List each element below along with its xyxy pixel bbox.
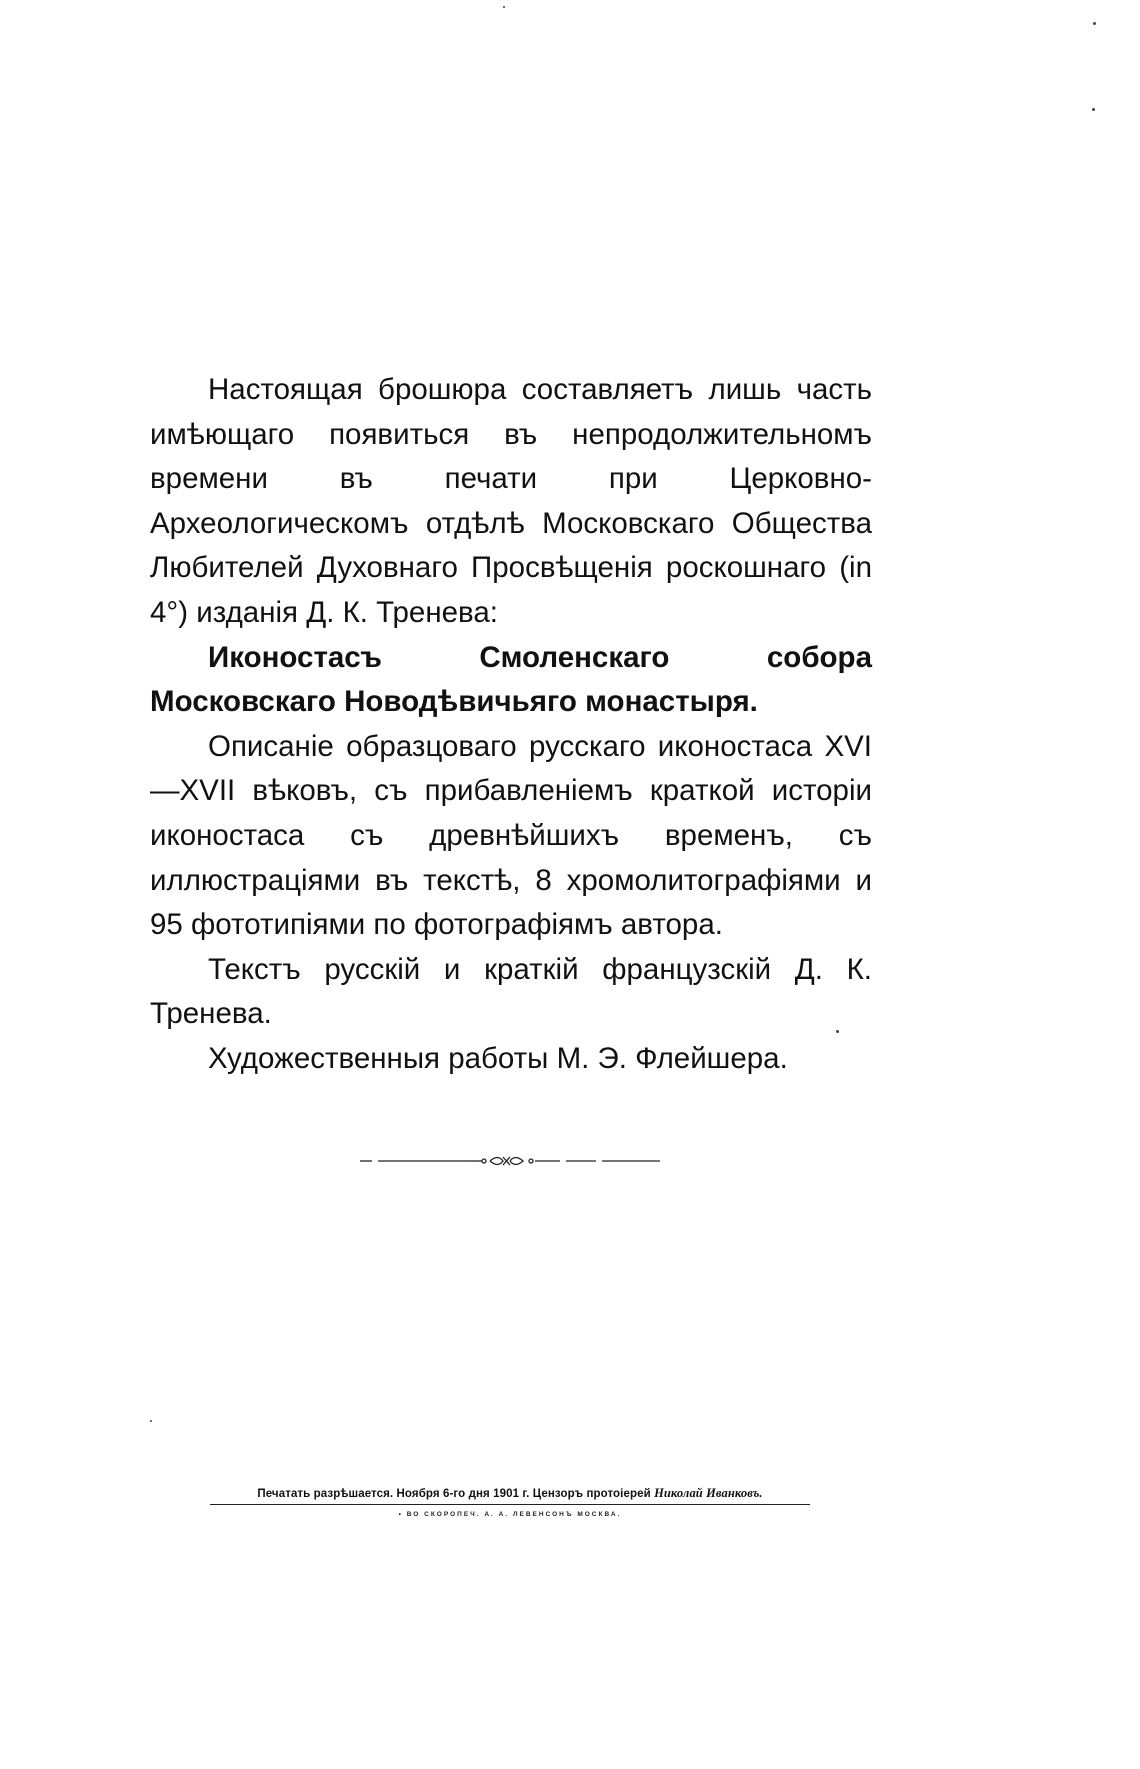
intro-paragraph: Настоящая брошюра составляетъ лишь часть имѣющаго появиться въ непродолжительномъ времени въ печати при Церковно-Археологическомъ отдѣлѣ Московскаго Общества Любителей Духовнаго Просвѣщенія роскошнаго (in 4°) изданія Д. К. Тренева:	[150, 373, 872, 629]
work-title: Иконостасъ Смоленскаго собора Московскаго Новодѣвичьяго монастыря.	[150, 640, 872, 719]
text-paragraph: Текстъ русскій и краткій французскій Д. К. Тренева.	[150, 952, 872, 1031]
ornament-divider	[360, 1151, 660, 1171]
censor-signature: Николай Иванковъ.	[654, 1486, 763, 1500]
censor-approval	[210, 1486, 810, 1505]
artwork-paragraph: Художественныя работы М. Э. Флейшера.	[208, 1041, 788, 1075]
footer	[210, 1486, 810, 1518]
scan-speck	[150, 1420, 152, 1422]
scan-speck	[1092, 108, 1095, 111]
scan-speck	[503, 6, 505, 8]
description-paragraph: Описаніе образцоваго русскаго иконостаса XVI—XVII вѣковъ, съ прибавленіемъ краткой исторіи иконостаса съ древнѣйшихъ временъ, съ иллюстраціями въ текстѣ, 8 хромолитографіями и 95 фототипіями по фотографіямъ автора.	[150, 729, 872, 942]
censor-text: Печатать разрѣшается. Ноября 6-го дня 1901 г. Цензоръ протоіерей	[257, 1488, 655, 1500]
printer-imprint: • ВО СКОРОПЕЧ. А. А. ЛЕВЕНСОНЪ МОСКВА.	[398, 1511, 622, 1518]
main-text	[150, 368, 872, 1082]
scan-speck	[1093, 22, 1096, 25]
